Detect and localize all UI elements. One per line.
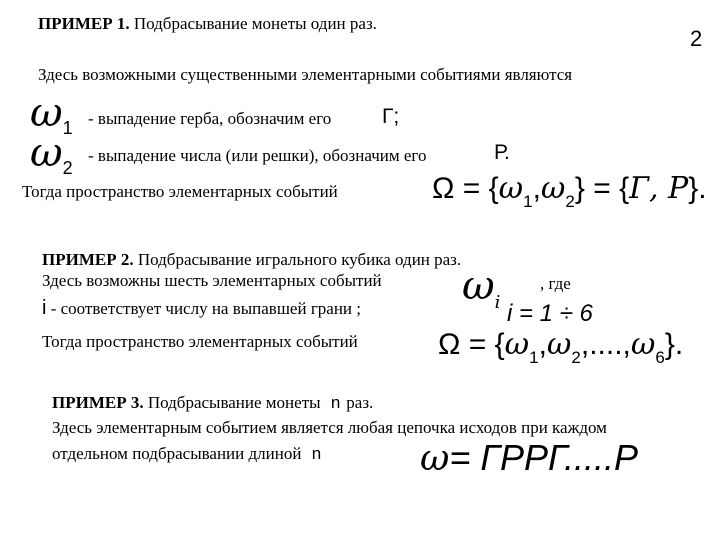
example-2-title xyxy=(42,251,461,268)
example-1-intro: Здесь возможными существенными элементарными событиями являются xyxy=(38,65,573,84)
reshka-symbol: Р. xyxy=(494,141,510,164)
example-1-formula: $\Omega = \{\omega_1,\omega_2\} = \{Г$, Р}. xyxy=(432,171,707,211)
n-variable: n xyxy=(330,393,341,412)
example-2-title-text: Подбрасывание игрального кубика один раз. xyxy=(133,250,462,269)
example-1-label: ПРИМЕР 1. xyxy=(38,14,130,33)
page-number: 2 xyxy=(690,26,703,51)
omega-2-symbol: ω2 xyxy=(30,130,73,178)
example-2-space-text: Тогда пространство элементарных событий xyxy=(42,332,358,351)
example-3-line-3 xyxy=(52,445,321,462)
example-3-title xyxy=(52,394,373,411)
n-length-variable: n xyxy=(311,444,322,463)
example-3-formula: ω= ГРРГ.....Р xyxy=(420,437,638,479)
example-1-title-text: Подбрасывание монеты один раз. xyxy=(129,14,377,33)
omega-1-symbol: ω1 xyxy=(30,90,73,138)
i-variable: i xyxy=(42,297,47,319)
example-2-line-2: Здесь возможны шесть элементарных событий xyxy=(42,271,382,290)
example-2-line-3-text: - соответствует числу на выпавшей грани ; xyxy=(46,299,362,318)
example-2-where: , где xyxy=(540,274,571,293)
example-2-formula: $\Omega = \{\omega_1,\omega_2,....,\omega_6\}$. xyxy=(438,327,684,367)
example-3-line-2: Здесь элементарным событием является любая цепочка исходов при каждом xyxy=(52,418,607,437)
example-2-line-3 xyxy=(42,298,361,318)
example-3-title-end: раз. xyxy=(346,393,374,412)
example-3-title-text: Подбрасывание монеты xyxy=(143,393,321,412)
example-1-space-text: Тогда пространство элементарных событий xyxy=(22,182,338,201)
omega-i-symbol: ωi xyxy=(462,263,501,313)
example-1-title xyxy=(38,15,377,32)
example-3-label: ПРИМЕР 3. xyxy=(52,393,144,412)
omega-1-description: - выпадение герба, обозначим его xyxy=(88,109,332,128)
omega-2-description: - выпадение числа (или решки), обозначим его xyxy=(88,146,427,165)
example-2-label: ПРИМЕР 2. xyxy=(42,250,134,269)
gerb-symbol: Г; xyxy=(382,105,400,128)
example-3-line-3-text: отдельном подбрасывании длиной xyxy=(52,444,302,463)
i-range: i = 1 ÷ 6 xyxy=(507,300,593,327)
